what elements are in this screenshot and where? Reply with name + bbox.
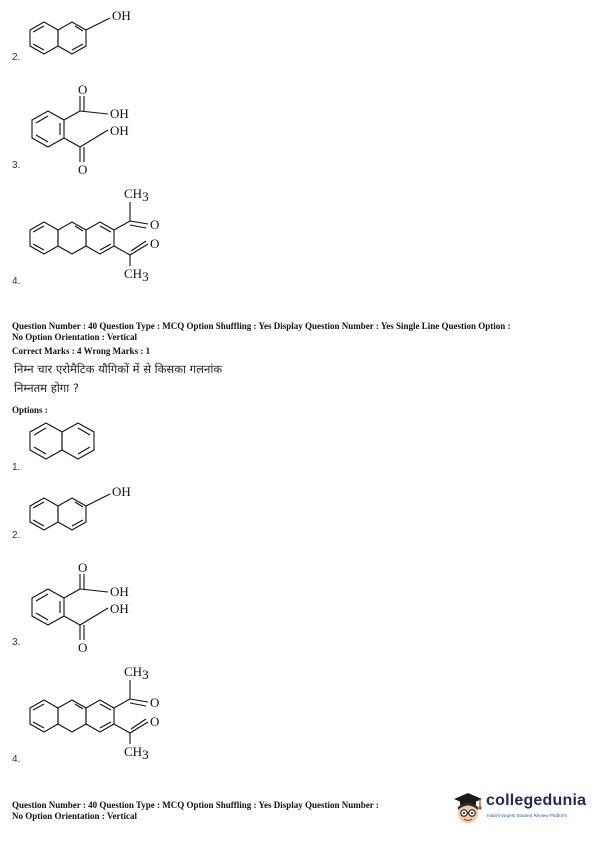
oh-label: OH	[112, 8, 131, 23]
ch3-label: CH3	[124, 186, 149, 204]
phthalic-acid-structure	[24, 556, 164, 656]
phthalic-acid-structure-svg	[24, 556, 164, 656]
carbonyl-o-label: O	[78, 162, 88, 177]
naphthol-structure	[24, 482, 164, 532]
diacetyl-naphthalene-structure	[24, 664, 184, 760]
question-text-line: निम्नतम होगा ?	[14, 381, 80, 395]
oh-label: OH	[112, 484, 131, 499]
naphthol-structure	[24, 6, 164, 56]
logo-brand: collegedunia	[486, 792, 587, 809]
option-number: 3.	[12, 637, 21, 648]
naphthol-structure-svg	[24, 6, 164, 56]
oh-label: OH	[110, 584, 129, 599]
question-meta-line: Question Number : 40 Question Type : MCQ Option Shuffling : Yes Display Question Number : Yes Single Line Question Option :	[12, 321, 511, 331]
phthalic-acid-structure-svg	[24, 78, 164, 178]
diacetyl-naphthalene-structure	[24, 186, 184, 282]
question-meta-line: Question Number : 40 Question Type : MCQ Option Shuffling : Yes Display Question Number :	[12, 800, 379, 810]
question-marks: Correct Marks : 4 Wrong Marks : 1	[12, 346, 151, 356]
ch3-label: CH3	[124, 744, 149, 762]
ch3-label: CH3	[124, 664, 149, 682]
question-text-line: निम्न चार एरोमैटिक यौगिकों में से किसका गलनांक	[14, 362, 223, 376]
option-number: 4.	[12, 754, 21, 765]
ketone-o-label: O	[150, 236, 160, 251]
logo-tagline: India's largest Student Review Platform	[487, 813, 568, 818]
option-number: 2.	[12, 530, 21, 541]
option-number: 4.	[12, 276, 21, 287]
question-meta-line: No Option Orientation : Vertical	[12, 332, 137, 342]
oh-label: OH	[110, 123, 129, 138]
ch3-label: CH3	[124, 266, 149, 284]
student-mascot-icon	[452, 791, 484, 827]
naphthalene-structure	[24, 418, 124, 468]
option-number: 1.	[12, 462, 21, 473]
option-number: 3.	[12, 160, 21, 171]
question-meta-line: No Option Orientation : Vertical	[12, 811, 137, 821]
diacetyl-naphthalene-structure-svg	[24, 664, 184, 760]
naphthol-structure-svg	[24, 482, 164, 532]
oh-label: OH	[110, 601, 129, 616]
collegedunia-logo	[452, 789, 592, 829]
carbonyl-o-label: O	[78, 82, 88, 97]
oh-label: OH	[110, 106, 129, 121]
carbonyl-o-label: O	[78, 560, 88, 575]
diacetyl-naphthalene-structure-svg	[24, 186, 184, 282]
ketone-o-label: O	[150, 695, 160, 710]
option-number: 2.	[12, 52, 21, 63]
phthalic-acid-structure	[24, 78, 164, 178]
ketone-o-label: O	[150, 714, 160, 729]
carbonyl-o-label: O	[78, 640, 88, 655]
ketone-o-label: O	[150, 217, 160, 232]
options-label: Options :	[12, 405, 48, 415]
naphthalene-structure-svg	[24, 418, 124, 468]
